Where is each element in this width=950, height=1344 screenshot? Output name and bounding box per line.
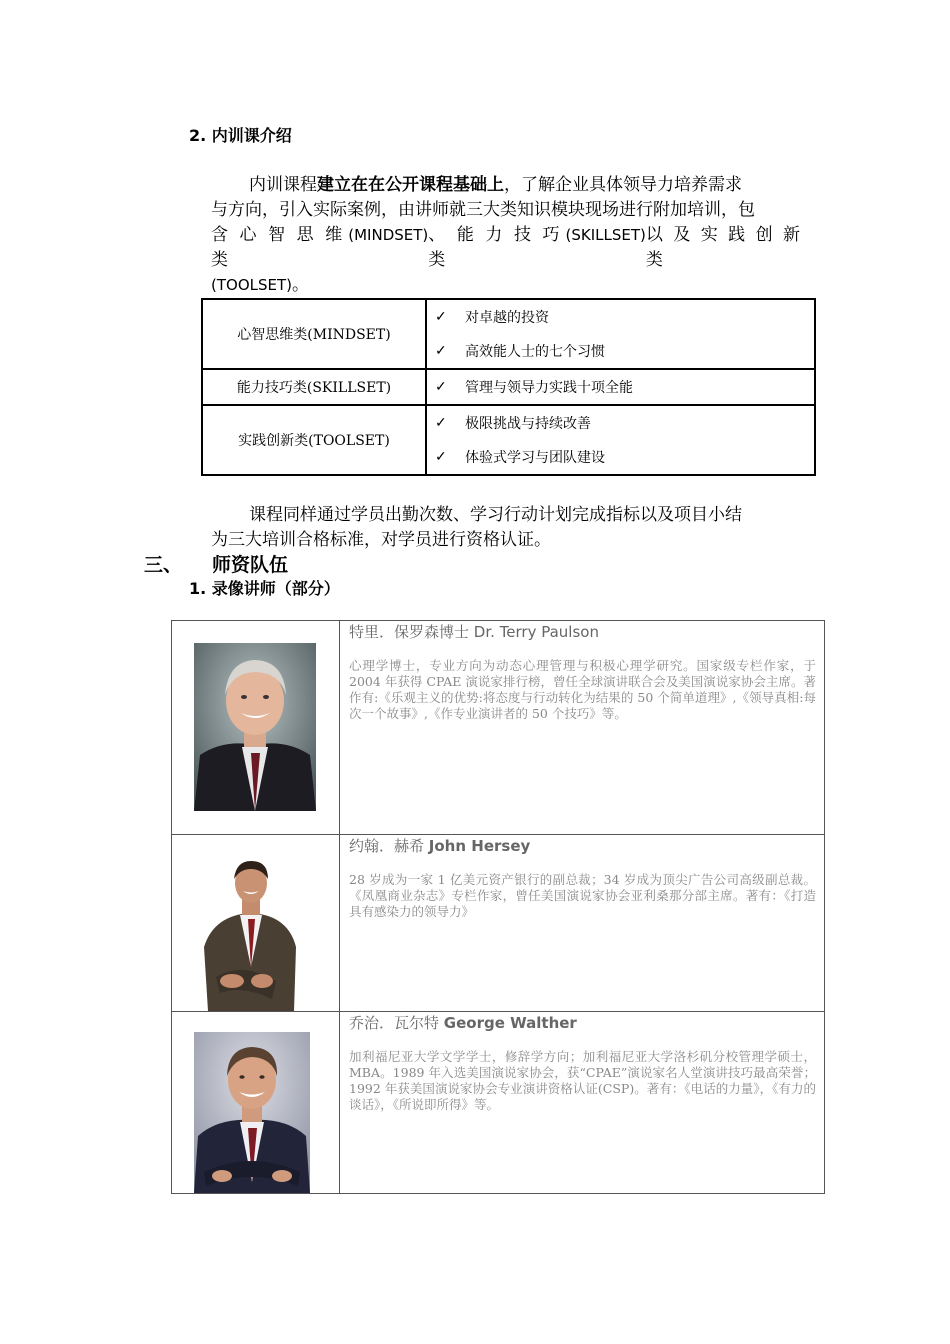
teacher-photo (202, 857, 300, 1011)
teacher-row (172, 1012, 824, 1193)
check-icon: ✓ (435, 309, 447, 325)
subsection-heading: 1. 录像讲师（部分） (189, 579, 340, 598)
teacher-photo (194, 1032, 310, 1193)
teacher-info (349, 621, 816, 722)
teacher-row (172, 835, 824, 1012)
module-category: 实践创新类(TOOLSET) (202, 405, 426, 475)
teacher-photo-cell (172, 621, 340, 834)
teacher-photo-cell (172, 835, 340, 1011)
module-row (202, 369, 815, 405)
teacher-row (172, 621, 824, 835)
intro-text-line2: 与方向，引入实际案例，由讲师就三大类知识模块现场进行附加培训，包 (211, 200, 755, 220)
teacher-photo-cell (172, 1012, 340, 1193)
module-row (202, 405, 815, 475)
module-item: ✓ 体验式学习与团队建设 (427, 440, 814, 474)
module-category: 心智思维类(MINDSET) (202, 299, 426, 369)
module-row (202, 299, 815, 369)
module-item: ✓ 管理与领导力实践十项全能 (427, 370, 814, 404)
teacher-table (171, 620, 825, 1194)
teacher-info (349, 835, 816, 920)
module-category: 能力技巧类(SKILLSET) (202, 369, 426, 405)
intro-heading: 2. 内训课介绍 (189, 126, 292, 145)
teacher-description: 加利福尼亚大学文学学士，修辞学方向；加利福尼亚大学洛杉矶分校管理学硕士，MBA。1989 年入选美国演说家协会，获“CPAE”演说家名人堂演讲技巧最高荣誉；1992 年获美国演说家协会专业演讲资格认证(CSP)。著有：《电话的力量》，《有力的谈话》，《所说即所得》等。 (349, 1049, 816, 1112)
intro-text-line3: 含心智思维类 (MINDSET) 、能力技巧类 (SKILLSET) 以及实践创新类 (211, 225, 807, 270)
teacher-name: 约翰．赫希 John Hersey (349, 837, 531, 855)
teacher-name: 乔治．瓦尔特 George Walther (349, 1014, 577, 1032)
check-icon: ✓ (435, 343, 447, 359)
check-icon: ✓ (435, 379, 447, 395)
intro-text-pre: 内训课程 (249, 175, 317, 195)
module-item: ✓ 对卓越的投资 (427, 300, 814, 334)
check-icon: ✓ (435, 449, 447, 465)
intro-paragraph (211, 173, 806, 298)
section-title: 师资队伍 (212, 554, 289, 576)
module-item: ✓ 高效能人士的七个习惯 (427, 334, 814, 368)
section-number: 三、 (144, 554, 183, 576)
closing-line2: 为三大培训合格标准，对学员进行资格认证。 (211, 530, 551, 550)
section-heading (144, 552, 288, 578)
closing-line1: 课程同样通过学员出勤次数、学习行动计划完成指标以及项目小结 (249, 505, 742, 525)
closing-paragraph (211, 503, 806, 553)
module-item: ✓ 极限挑战与持续改善 (427, 406, 814, 440)
check-icon: ✓ (435, 415, 447, 431)
intro-text-line1: ，了解企业具体领导力培养需求 (504, 175, 742, 195)
intro-text-line4: (TOOLSET)。 (211, 275, 309, 295)
module-items (426, 369, 815, 405)
module-items (426, 405, 815, 475)
intro-text-bold: 建立在在公开课程基础上 (317, 175, 504, 195)
teacher-info (349, 1012, 816, 1113)
module-table (201, 298, 816, 476)
module-items (426, 299, 815, 369)
teacher-photo (194, 643, 316, 811)
teacher-description: 心理学博士，专业方向为动态心理管理与积极心理学研究。国家级专栏作家，于 2004 年获得 CPAE 演说家排行榜，曾任全球演讲联合会及美国演说家协会主席。著作有:《乐观主义的优势:将态度与行动转化为结果的 50 个简单道理》,《领导真相:每次一个故事》,《作专业演讲者的 50 个技巧》等。 (349, 658, 816, 721)
teacher-description: 28 岁成为一家 1 亿美元资产银行的副总裁；34 岁成为顶尖广告公司高级副总裁。《凤凰商业杂志》专栏作家，曾任美国演说家协会亚利桑那分部主席。著有：《打造具有感染力的领导力》 (349, 872, 816, 919)
teacher-name: 特里．保罗森博士 Dr. Terry Paulson (349, 623, 599, 641)
